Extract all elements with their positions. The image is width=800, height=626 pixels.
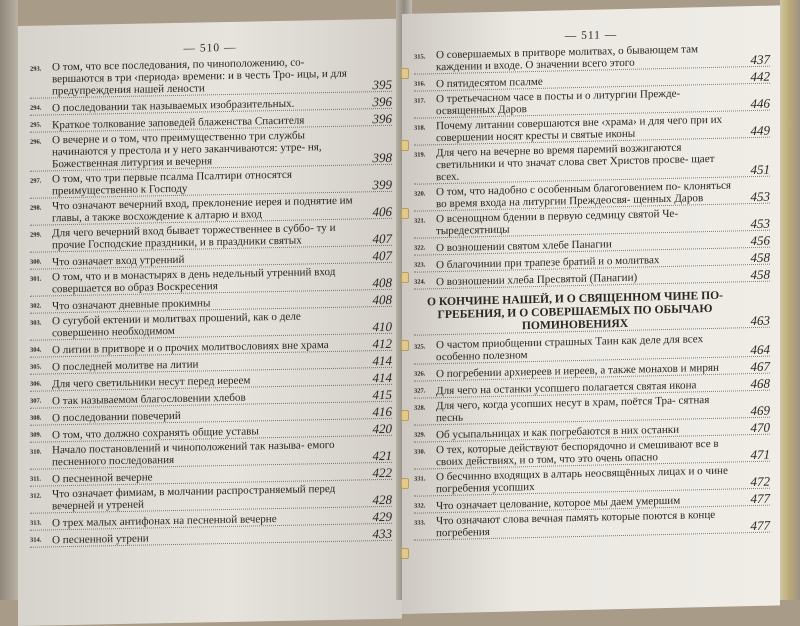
- binding-thread: [401, 68, 409, 79]
- entry-title: Что означают вечерний вход, преклонение иерея и поднятие им главы, а также восхождение к алтарю и вход: [52, 194, 353, 225]
- entry-number: 330.: [414, 448, 426, 456]
- entry-number: 315.: [414, 53, 426, 61]
- entry-number: 323.: [414, 261, 426, 269]
- entry-number: 314.: [30, 536, 42, 544]
- entry-number: 320.: [414, 190, 426, 198]
- entry-number: 298.: [30, 204, 42, 212]
- entry-title: О литии в притворе и о прочих молитвословиях вне храма: [52, 339, 329, 357]
- entry-page: 422: [372, 464, 392, 481]
- entry-page: 421: [372, 447, 392, 464]
- entry-number: 307.: [30, 397, 42, 405]
- entry-page: 395: [372, 76, 392, 93]
- entry-page: 456: [750, 232, 770, 249]
- entry-number: 306.: [30, 380, 42, 388]
- entry-page: 399: [372, 176, 392, 193]
- entry-title: О благочинии при трапезе братий и о молитвах: [436, 254, 660, 272]
- entry-number: 332.: [414, 502, 426, 510]
- entry-number: 313.: [30, 519, 42, 527]
- entry-title: О том, что и в монастырях в день недельный утренний вход совершается во образ Воскресения: [52, 265, 336, 296]
- entry-title: Об усыпальницах и как погребаются в них останки: [436, 423, 680, 442]
- entry-title: Для чего вечерний вход бывает торжественнее в суббо- ту и прочие Господские праздники, и в праздники святых: [52, 221, 336, 252]
- entry-page: 453: [750, 215, 770, 232]
- entry-title: Почему литании совершаются вне ‹храма› и для чего при их совершении носят кресты и святые иконы: [436, 113, 723, 145]
- entry-title: Для чего, когда усопших несут в храм, поётся Тра- сятная песнь: [436, 394, 710, 425]
- binding-thread: [401, 340, 409, 351]
- entry-title: Что означает целование, которое мы даем умершим: [436, 494, 681, 513]
- entry-number: 316.: [414, 80, 426, 88]
- entry-title: Что означают дневные прокимны: [52, 297, 211, 313]
- entry-page: 408: [372, 274, 392, 291]
- entry-number: 310.: [30, 448, 42, 456]
- binding-thread: [401, 478, 409, 489]
- entry-page: 420: [372, 420, 392, 437]
- entry-page: 396: [372, 93, 392, 110]
- entry-number: 294.: [30, 104, 42, 112]
- entry-page: 477: [750, 490, 770, 507]
- entry-number: 329.: [414, 431, 426, 439]
- entry-number: 328.: [414, 404, 426, 412]
- entry-page: 407: [372, 230, 392, 247]
- entry-title: Для чего на останки усопшего полагается святая икона: [436, 379, 697, 398]
- toc-entry: [414, 508, 770, 541]
- entry-page: 415: [372, 386, 392, 403]
- entry-page: 469: [750, 402, 770, 419]
- entry-title: О последовании так называемых изобразительных.: [52, 97, 295, 115]
- entry-page: 408: [372, 291, 392, 308]
- entry-title: О частом приобщении страшных Таин как деле для всех особенно полезном: [436, 333, 704, 364]
- entry-number: 331.: [414, 475, 426, 483]
- entry-page: 428: [372, 491, 392, 508]
- entry-title: О бесчинно входящих в алтарь неосвящённых лицах и о чине погребения усопших: [436, 464, 728, 496]
- entry-number: 302.: [30, 302, 42, 310]
- entry-title: О том, что все последования, по чиноположению, со- вершаются в три ‹периода› времени: и в честь Тро- ицы, и для предупреждения нашей лености: [52, 56, 347, 98]
- entry-number: 318.: [414, 124, 426, 132]
- entry-page: 449: [750, 122, 770, 139]
- binding-thread: [401, 410, 409, 421]
- toc-entry: [414, 140, 770, 185]
- entry-number: 309.: [30, 431, 42, 439]
- entry-number: 297.: [30, 177, 42, 185]
- right-page: [402, 5, 780, 614]
- page-number: — 511 —: [564, 29, 618, 43]
- entry-number: 322.: [414, 244, 426, 252]
- entry-title: О сугубой ектении и молитвах прошений, как о деле совершенно необходимом: [52, 310, 301, 340]
- entry-title: О трех малых антифонах на песненной вечерне: [52, 513, 277, 530]
- entry-page: 406: [372, 203, 392, 220]
- entry-title: О тех, которые действуют беспорядочно и смешивают все в своих действиях, и о том, что это очень опасно: [436, 437, 719, 469]
- entry-title: Что означает вход утренний: [52, 253, 185, 269]
- left-page: [18, 19, 402, 626]
- entry-title: О вечерне и о том, что преимущественно три службы начинаются у престола и у него заканчиваются: утре- ня, Божественная литургия и вечерня: [52, 129, 322, 171]
- entry-title: О всенощном бдении в первую седмицу святой Че- тыредесятницы: [436, 207, 679, 238]
- toc-list: [18, 55, 402, 548]
- entry-page: 407: [372, 247, 392, 264]
- entry-page: 472: [750, 473, 770, 490]
- entry-title: О том, что должно сохранять общие уставы: [52, 425, 259, 442]
- binding-thread: [401, 272, 409, 283]
- entry-number: 326.: [414, 370, 426, 378]
- section-heading: [414, 288, 770, 336]
- entry-title: О возношении святом хлебе Панагии: [436, 238, 612, 255]
- entry-number: 325.: [414, 343, 426, 351]
- entry-page: 416: [372, 403, 392, 420]
- entry-title: О том, что надобно с особенным благоговением по- клоняться во время входа на литургии Преждеосвя- щенных Даров: [436, 179, 732, 211]
- entry-page: 433: [372, 525, 392, 542]
- entry-number: 295.: [30, 121, 42, 129]
- entry-title: О песненной вечерне: [52, 471, 153, 486]
- binding-thread: [401, 208, 409, 219]
- entry-page: 451: [750, 161, 770, 178]
- entry-page: 414: [372, 369, 392, 386]
- entry-number: 296.: [30, 138, 42, 146]
- section-heading-page: 463: [750, 312, 770, 329]
- entry-title: Для чего на вечерне во время паремий возжигаются светильники и что значат слова свет Христов просве- щает всех.: [436, 141, 715, 184]
- entry-page: 398: [372, 149, 392, 166]
- entry-page: 446: [750, 95, 770, 112]
- entry-title: Для чего светильники несут перед иереем: [52, 374, 251, 391]
- entry-number: 305.: [30, 363, 42, 371]
- entry-page: 442: [750, 68, 770, 85]
- entry-title: О песненной утрени: [52, 532, 149, 547]
- entry-number: 324.: [414, 278, 426, 286]
- entry-number: 321.: [414, 217, 426, 225]
- entry-number: 293.: [30, 65, 42, 73]
- entry-title: Краткое толкование заповедей блаженства Спасителя: [52, 114, 305, 132]
- entry-title: О возношении хлеба Пресвятой (Панагии): [436, 271, 638, 289]
- entry-number: 333.: [414, 519, 426, 527]
- book-edge-left: [0, 0, 18, 600]
- entry-number: 301.: [30, 275, 42, 283]
- entry-page: 458: [750, 249, 770, 266]
- entry-page: 471: [750, 446, 770, 463]
- entry-number: 317.: [414, 97, 426, 105]
- toc-entry: [30, 128, 392, 172]
- entry-page: 468: [750, 375, 770, 392]
- entry-title: Что означает фимиам, в молчании распространяемый перед вечерней и утреней: [52, 482, 336, 513]
- page-number: — 510 —: [183, 41, 237, 55]
- entry-title: О пятидесятом псалме: [436, 75, 543, 91]
- entry-page: 464: [750, 341, 770, 358]
- book-edge-right: [780, 0, 800, 600]
- entry-page: 429: [372, 508, 392, 525]
- toc-list: [402, 41, 780, 541]
- entry-page: 458: [750, 266, 770, 283]
- entry-title: Начало постановлений и чиноположений так называ- емого песненного последования: [52, 438, 335, 469]
- entry-page: 453: [750, 188, 770, 205]
- entry-title: О третьечасном часе в посты и о литургии Прежде- освященных Даров: [436, 87, 681, 118]
- entry-number: 312.: [30, 492, 42, 500]
- binding-thread: [401, 548, 409, 559]
- toc-entry: [30, 55, 392, 99]
- entry-number: 300.: [30, 258, 42, 266]
- section-heading-text: О КОНЧИНЕ НАШЕЙ, И О СВЯЩЕННОМ ЧИНЕ ПО- ГРЕБЕНИЯ, И О СОВЕРШАЕМЫХ ПО ОБЫЧАЮ ПОМИНОВЕНИЯХ: [426, 288, 724, 333]
- entry-page: 412: [372, 335, 392, 352]
- entry-title: О совершаемых в притворе молитвах, о бывающем там каждении и входе. О значении всего этого: [436, 43, 699, 74]
- entry-page: 470: [750, 419, 770, 436]
- entry-number: 327.: [414, 387, 426, 395]
- entry-number: 308.: [30, 414, 42, 422]
- entry-page: 467: [750, 358, 770, 375]
- entry-page: 414: [372, 352, 392, 369]
- entry-page: 396: [372, 110, 392, 127]
- entry-number: 319.: [414, 151, 426, 159]
- entry-number: 299.: [30, 231, 42, 239]
- entry-title: О последней молитве на литии: [52, 358, 199, 374]
- entry-number: 311.: [30, 475, 42, 483]
- entry-page: 437: [750, 51, 770, 68]
- entry-number: 304.: [30, 346, 42, 354]
- entry-title: О последовании повечерий: [52, 409, 181, 425]
- entry-page: 410: [372, 318, 392, 335]
- entry-number: 303.: [30, 319, 42, 327]
- entry-title: Что означают слова вечная память которые поются в конце погребения: [436, 508, 716, 540]
- entry-page: 477: [750, 517, 770, 534]
- binding-thread: [401, 140, 409, 151]
- entry-title: О так называемом благословении хлебов: [52, 391, 246, 408]
- entry-title: О том, что три первые псалма Псалтири относятся преимущественно к Господу: [52, 168, 292, 198]
- entry-title: О погребении архиереев и иереев, а также монахов и мирян: [436, 361, 719, 381]
